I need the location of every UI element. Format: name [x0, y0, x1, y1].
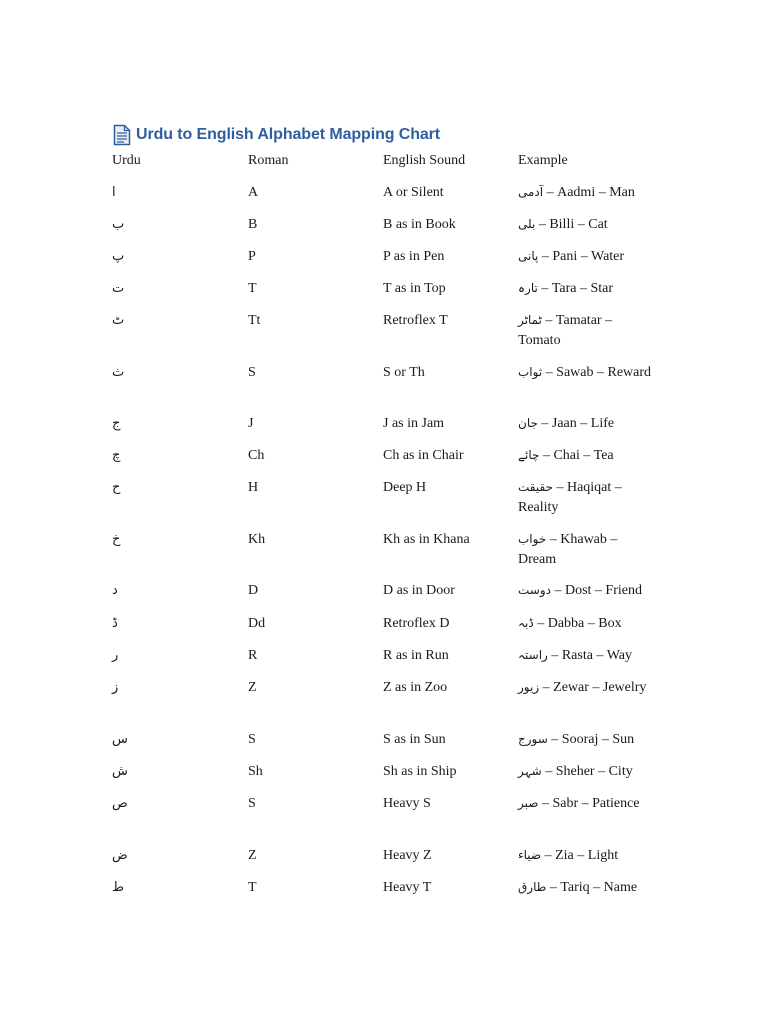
- example-translation: – Billi – Cat: [535, 217, 608, 232]
- english-sound: Deep H: [383, 480, 427, 495]
- english-sound: D as in Door: [383, 583, 455, 598]
- example-urdu-word: حقیقت: [518, 480, 553, 494]
- urdu-letter: ح: [112, 480, 121, 495]
- roman-letter: T: [248, 281, 257, 296]
- table-row: [112, 215, 672, 247]
- urdu-letter: ت: [112, 281, 125, 296]
- document-icon: [113, 124, 131, 146]
- roman-letter: Tt: [248, 313, 261, 328]
- example-urdu-word: بلی: [518, 217, 536, 231]
- urdu-letter: ا: [112, 185, 116, 200]
- english-sound: Heavy S: [383, 796, 431, 811]
- example-cell: [518, 478, 652, 517]
- example-urdu-word: تارہ: [518, 281, 538, 295]
- table-row: [112, 678, 672, 730]
- table-row: [112, 794, 672, 846]
- example-cell: [518, 183, 652, 203]
- table-row: [112, 730, 672, 762]
- roman-letter: S: [248, 796, 256, 811]
- roman-letter: Z: [248, 680, 257, 695]
- english-sound: B as in Book: [383, 217, 456, 232]
- roman-letter: S: [248, 365, 256, 380]
- example-translation: – Zia – Light: [541, 848, 619, 863]
- english-sound: Ch as in Chair: [383, 448, 464, 463]
- english-sound: R as in Run: [383, 648, 449, 663]
- urdu-letter: ز: [112, 680, 119, 695]
- table-row: [112, 446, 672, 478]
- roman-letter: Kh: [248, 532, 266, 547]
- example-translation: – Chai – Tea: [539, 448, 614, 463]
- urdu-letter: س: [112, 732, 128, 747]
- table-row: [112, 581, 672, 614]
- example-urdu-word: آدمی: [518, 185, 544, 199]
- urdu-letter: پ: [112, 249, 125, 264]
- example-urdu-word: ٹماٹر: [518, 313, 542, 327]
- roman-letter: S: [248, 732, 256, 747]
- example-urdu-word: دوست: [518, 583, 551, 597]
- english-sound: Z as in Zoo: [383, 680, 448, 695]
- alphabet-table: [112, 151, 672, 910]
- roman-letter: A: [248, 185, 259, 200]
- example-translation: – Tamatar – Tomato: [518, 313, 613, 348]
- example-translation: – Tariq – Name: [546, 880, 638, 895]
- table-row: [112, 183, 672, 215]
- example-translation: – Zewar – Jewelry: [539, 680, 647, 695]
- urdu-letter: ط: [112, 880, 125, 895]
- example-cell: [518, 414, 652, 434]
- roman-letter: Sh: [248, 764, 263, 779]
- example-urdu-word: صبر: [518, 796, 539, 810]
- example-cell: [518, 446, 652, 466]
- table-row: [112, 878, 672, 910]
- example-cell: [518, 279, 652, 299]
- example-urdu-word: ضیاء: [518, 848, 542, 862]
- example-translation: – Sooraj – Sun: [547, 732, 635, 747]
- example-urdu-word: چائے: [518, 448, 540, 462]
- roman-letter: H: [248, 480, 259, 495]
- example-urdu-word: راستہ: [518, 648, 548, 662]
- example-translation: – Dabba – Box: [533, 616, 622, 631]
- table-body: [112, 183, 672, 910]
- english-sound: Heavy T: [383, 880, 432, 895]
- example-translation: – Jaan – Life: [537, 416, 615, 431]
- english-sound: Heavy Z: [383, 848, 432, 863]
- example-translation: – Tara – Star: [537, 281, 614, 296]
- table-row: [112, 414, 672, 446]
- roman-letter: J: [248, 416, 254, 431]
- page-title: Urdu to English Alphabet Mapping Chart: [136, 126, 441, 143]
- example-cell: [518, 678, 652, 698]
- table-row: [112, 646, 672, 678]
- table-row: [112, 762, 672, 794]
- example-translation: – Pani – Water: [538, 249, 625, 264]
- example-translation: – Rasta – Way: [547, 648, 633, 663]
- english-sound: Retroflex D: [383, 616, 450, 631]
- english-sound: Sh as in Ship: [383, 764, 457, 779]
- urdu-letter: ث: [112, 365, 125, 380]
- roman-letter: P: [248, 249, 256, 264]
- example-urdu-word: طارق: [518, 880, 547, 894]
- table-row: [112, 311, 672, 363]
- example-urdu-word: جان: [518, 416, 538, 430]
- example-cell: [518, 581, 652, 601]
- example-translation: – Sheher – City: [541, 764, 633, 779]
- english-sound: S as in Sun: [383, 732, 446, 747]
- example-cell: [518, 247, 652, 267]
- english-sound: S or Th: [383, 365, 425, 380]
- urdu-letter: ض: [112, 848, 128, 863]
- urdu-letter: ر: [112, 648, 119, 663]
- urdu-letter: د: [112, 583, 118, 598]
- example-translation: – Haqiqat – Reality: [518, 480, 622, 515]
- example-urdu-word: شہر: [518, 764, 542, 778]
- table-row: [112, 363, 672, 414]
- table-row: [112, 478, 672, 530]
- example-urdu-word: خواب: [518, 532, 547, 546]
- table-row: [112, 530, 672, 581]
- example-cell: [518, 878, 652, 898]
- urdu-letter: خ: [112, 532, 121, 547]
- roman-letter: Ch: [248, 448, 265, 463]
- example-cell: [518, 530, 652, 569]
- example-urdu-word: پانی: [518, 249, 539, 263]
- urdu-letter: ج: [112, 416, 121, 431]
- table-row: [112, 846, 672, 878]
- roman-letter: T: [248, 880, 257, 895]
- example-urdu-word: سورج: [518, 732, 548, 746]
- english-sound: P as in Pen: [383, 249, 445, 264]
- example-cell: [518, 646, 652, 666]
- example-cell: [518, 215, 652, 235]
- urdu-letter: ص: [112, 796, 128, 811]
- roman-letter: R: [248, 648, 258, 663]
- example-translation: – Aadmi – Man: [543, 185, 635, 200]
- header-english-sound: English Sound: [383, 153, 466, 168]
- example-cell: [518, 363, 652, 383]
- roman-letter: Z: [248, 848, 257, 863]
- example-urdu-word: ثواب: [518, 365, 543, 379]
- table-header-row: [112, 151, 672, 183]
- example-translation: – Dost – Friend: [550, 583, 642, 598]
- example-translation: – Khawab – Dream: [518, 532, 618, 567]
- title-row: [113, 124, 440, 146]
- example-cell: [518, 762, 652, 782]
- roman-letter: Dd: [248, 616, 266, 631]
- english-sound: A or Silent: [383, 185, 444, 200]
- english-sound: Retroflex T: [383, 313, 448, 328]
- example-cell: [518, 730, 652, 750]
- example-cell: [518, 794, 652, 814]
- header-roman: Roman: [248, 153, 289, 168]
- roman-letter: D: [248, 583, 259, 598]
- table-row: [112, 279, 672, 311]
- example-translation: – Sabr – Patience: [538, 796, 640, 811]
- example-cell: [518, 311, 652, 350]
- example-translation: – Sawab – Reward: [542, 365, 652, 380]
- example-urdu-word: زیور: [518, 680, 540, 694]
- example-cell: [518, 846, 652, 866]
- urdu-letter: ٹ: [112, 313, 125, 328]
- example-cell: [518, 614, 652, 634]
- urdu-letter: ب: [112, 217, 125, 232]
- english-sound: T as in Top: [383, 281, 446, 296]
- header-example: Example: [518, 153, 568, 168]
- table-row: [112, 247, 672, 279]
- english-sound: J as in Jam: [383, 416, 445, 431]
- english-sound: Kh as in Khana: [383, 532, 470, 547]
- header-urdu: Urdu: [112, 153, 141, 168]
- example-urdu-word: ڈبہ: [518, 616, 534, 630]
- urdu-letter: چ: [112, 448, 121, 463]
- urdu-letter: ڈ: [112, 616, 118, 631]
- roman-letter: B: [248, 217, 258, 232]
- urdu-letter: ش: [112, 764, 128, 779]
- table-row: [112, 614, 672, 646]
